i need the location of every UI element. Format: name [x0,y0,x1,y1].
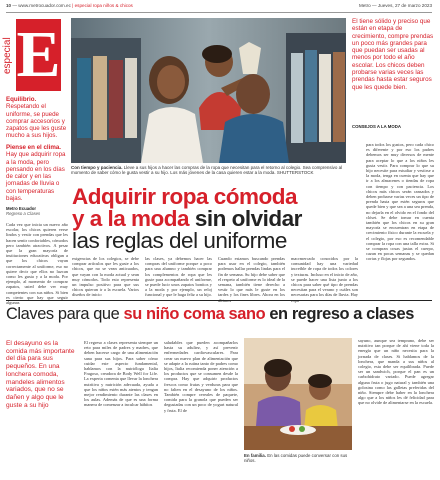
side-lead-a [6,96,68,140]
family-shopping-illustration [71,18,346,163]
family-meal-photo [244,338,352,450]
byline [6,206,68,217]
byline-author: Metro Ecuador [6,206,37,211]
byline-place: Regreso a Clases [6,211,41,217]
second-column-2: saludables que pueden acompañarlos hasta su adultez, y así prevenir enfermedades cardiovasculares. Para crear un nuevo plan de alimentación que se adapte a la rutina tanto de padres como hijos, Italia recomienda poner atención a los productos que se consumen desde la compra. Hay que adquirir productos frescos como frutas y verduras para que no falten en el desayuno de los niños. También compre cereales de paquete, comida para la granola que pueden ser degustadas con un poco de yogurt natural y fruta. El de [164,340,238,413]
section-separator [6,300,432,301]
second-headline-b: su niño coma sano [123,305,266,323]
main-photo [71,18,346,163]
headline-line-2-red: y a la moda [72,206,190,231]
second-column-1: El regreso a clases representa siempre un reto para miles de padres y madres, que deben hacerse cargo de una alimentación sana para sus hijos. Para saber cómo cuidar este aspecto fundamental, hablamos con la nutrióloga Italia Fragoso, creadora de Body Well for Life. La experta comenta que llevar la lonchera nutritiva y nutrición adecuada, ayuda a que los niños estén más atentos y tengan mejor rendimiento durante las clases en los aulas. Además de que es una forma manera de comenzar a inculcar hábitos [84,340,158,408]
photo-credit: SHUTTERSTOCK [276,170,314,176]
pull-quote: El tiene sólido y preciso que están en etapa de crecimiento, compre prendas un poco más grandes para que puedan ser usadas al menos por todo el año escolar. Los chicos deben probarse varias veces las prendas hasta estar seguros que les quede bien. [352,18,434,91]
second-column-4: sayuno, aunque sea temprano, debe ser nutritivo tan porque de ahí viene toda la energía que un niño necesita para la jornada de clases. Si hablamos de la lonchera, que manda a sus niños al colegio, esta debe ser equilibrada. Puede ser un sandwich, porque el pan es un carbohidrato variado. Puede agregar alguna fruta o jugo natural y también una golosina como las galletas preferidas del niño. Siempre debe haber en la lonchera algo que a los niños les dé felicidad para que no olvide de alimentarse en la escuela. [358,338,434,406]
site-name: www.metrocuador.com.ec [18,3,71,8]
family-meal-caption [244,453,352,464]
article-column-1: Cada vez que inicia un nuevo año escolar, los chicos quieren verse lindos y vestir con prendas que les hacen sentir confortables, cómodos pero también atractivos. A pesar que la gran mayoría de instituciones educativas obligan a que los chicos vayan correctamente al uniforme, eso no quiere decir que ellos no luzcan como les gusta y a la moda. Por ejemplo, al momento de comprar zapatos, usted debe ver muy competentes con sus niños. Si bien es cierto que hay que seguir algunas [6,222,68,306]
side-lead-a-text: Respetando el uniforme, se puede comprar accesorios y zapatos que les guste mucho a sus hijos. [6,103,67,140]
side-lead-b-bold: Piense en el clima. [6,144,62,151]
header-left: 10 — www.metrocuador.com.ec | especial ropa niños & chicos [6,3,133,8]
second-headline-a: Claves para que [6,305,120,323]
article-column-3: las clases, ya debemos hacer las compras del uniforme porque a poco para una alumno y también comprar los complementos de ropa que les guste para acompañando el uniforme, se puede lucir unos zapatos bonitos y a la moda y por ejemplo, un reloj funcional y que le haga feliz a su hijo. [145,256,212,298]
page-number: 10 [6,3,12,8]
family-meal-caption-bold: En familia. [244,453,266,458]
side-lead-b [6,144,68,202]
family-meal-caption-text: En las comidas puede conversar con sus niños. [244,453,348,464]
headline-line-1: Adquirir ropa cómoda [72,184,298,209]
article-column-4: Cuando estamos buscando prendas para usar en el colegio, también podemos hallar prendas lindas para el fin de semana. Su hijo debe saber que el respeto al uniforme es lo ideal de la semana, también tiene derecho a vestir lo que más le guste en los tardes y los fines libres. Ahora en los últimos [218,256,285,303]
headline-line-2-dark: sin olvidar [194,206,302,231]
family-meal-illustration [244,338,352,450]
pull-quote-tag: CONSEJOS A LA MODA [352,124,401,129]
header-rule [6,12,432,13]
article-column-6: para todos los gustos, pero cada chico es diferente y por eso los padres debemos ser muy diversos de mente para aceptar lo que a los niños les gusta vestir. Para comprar lo que su hijo necesite para estudiar y vestirse a la moda, tenga en cuenta que hay que ir a los almacenes o tiendas de ropa con tiempo y con paciencia. Los chicos más chicos serán cansados y deben probarse varias veces un tipo de prenda hasta que estén seguros que quede bien y que sea a una sea prenda, no dejarla en el olvido en el fondo del clóset. Se debe tomar en cuenta también que los chicos en su gran mayoría se encuentran en etapa de crecimiento físico durante la escuela y el colegio, por eso es recomendable comprar la ropa con una talla extra. Si se compran cosas justas el cuerpo, cazan en pocas semanas y se quedan cortas y flojas por segundos. [366,142,434,262]
side-lead-b-text: Hay que adquirir ropa a la moda, pero pensando en los días de calor y en las jornadas de lluvia o con temperaturas bajas. [6,151,66,203]
date-line: Metro — Jueves, 27 de marzo 2023 [358,3,432,8]
article-column-5: macrmercado conocidos por la comunidad hay una variedad increíble de ropa de todos los colores y texturas. Incluso en el inicio de año, se puede hacer una lista junto a los chicos para saber qué tipo de prendas necesitan para el verano y cuáles son necesarias para los días de lluvia. Hay ropa [291,256,358,303]
section-tag: | especial ropa niños & chicos [72,3,133,8]
section-label-vertical: especial [2,37,13,75]
photo-caption [71,165,346,176]
headline-line-3: las reglas del uniforme [72,228,287,253]
article-column-2: exigencias de los colegios, se debe comprar artículos que les guste a los chicos, que no se vean anticuados, que vayan con la moda actual y sean muy cómodos. Todo esto representa un impulso positivo para que sus chicos quieran ir a la escuela. Varios diseños de inicio [72,256,139,298]
second-headline-c: en regreso a clases [269,305,414,323]
photo-caption-bold: Con tiempo y paciencia. [71,165,123,170]
photo-caption-text: Lleve a sus hijos a hacer las compras de la ropa que necesitan para el retorno al colegio. Sea comprensivo al momento de saber cómo le gusta vestir a su hijo. Los más jóvenes de la casa quieren estar a la moda. [71,165,343,176]
page-header [0,0,440,12]
section-initial-letter: E [16,18,61,91]
side-lead-a-bold: Equilibrio. [6,96,37,103]
second-lead: El desayuno es la comida más importante del día para sus pequeños. En una lonchera comoda, mandeles alimentos variados, que no se dañen y algo que le guste a su hijo [6,340,75,409]
second-headline [6,304,434,324]
